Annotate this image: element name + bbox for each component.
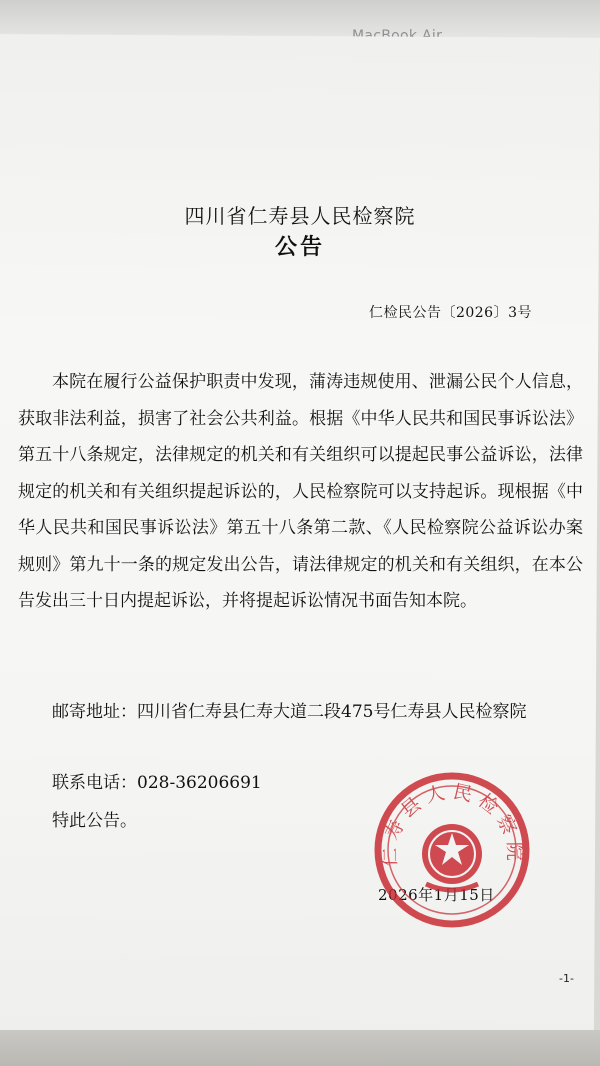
document-body: 本院在履行公益保护职责中发现，蒲涛违规使用、泄漏公民个人信息，获取非法利益，损害了社会公共利益。根据《中华人民共和国民事诉讼法》第五十八条规定，法律规定的机关和有关组织可以提起民事公益诉讼，法律规定的机关和有关组织提起诉讼的，人民检察院可以支持起诉。现根据《中华人民共和国民事诉讼法》第五十八条第二款、《人民检察院公益诉讼办案规则》第九十一条的规定发出公告，请法律规定的机关和有关组织，在本公告发出三十日内提起诉讼，并将提起诉讼情况书面告知本院。 bbox=[18, 372, 583, 611]
official-seal-icon bbox=[372, 770, 532, 930]
document-number: 仁检民公告〔2026〕3号 bbox=[368, 305, 532, 321]
document-date: 2026年1月15日 bbox=[378, 886, 495, 904]
desk-surface bbox=[0, 1030, 600, 1066]
contact-phone: 联系电话：028-36206691 bbox=[52, 773, 262, 793]
seal-text: 仁寿县人民检察院 bbox=[378, 780, 526, 867]
mailing-address: 邮寄地址：四川省仁寿县仁寿大道二段475号仁寿县人民检察院 bbox=[52, 702, 527, 722]
page-number: -1- bbox=[559, 972, 574, 985]
document-title: 公告 bbox=[274, 234, 325, 260]
closing-line: 特此公告。 bbox=[52, 811, 137, 831]
organization-title: 四川省仁寿县人民检察院 bbox=[184, 204, 416, 228]
